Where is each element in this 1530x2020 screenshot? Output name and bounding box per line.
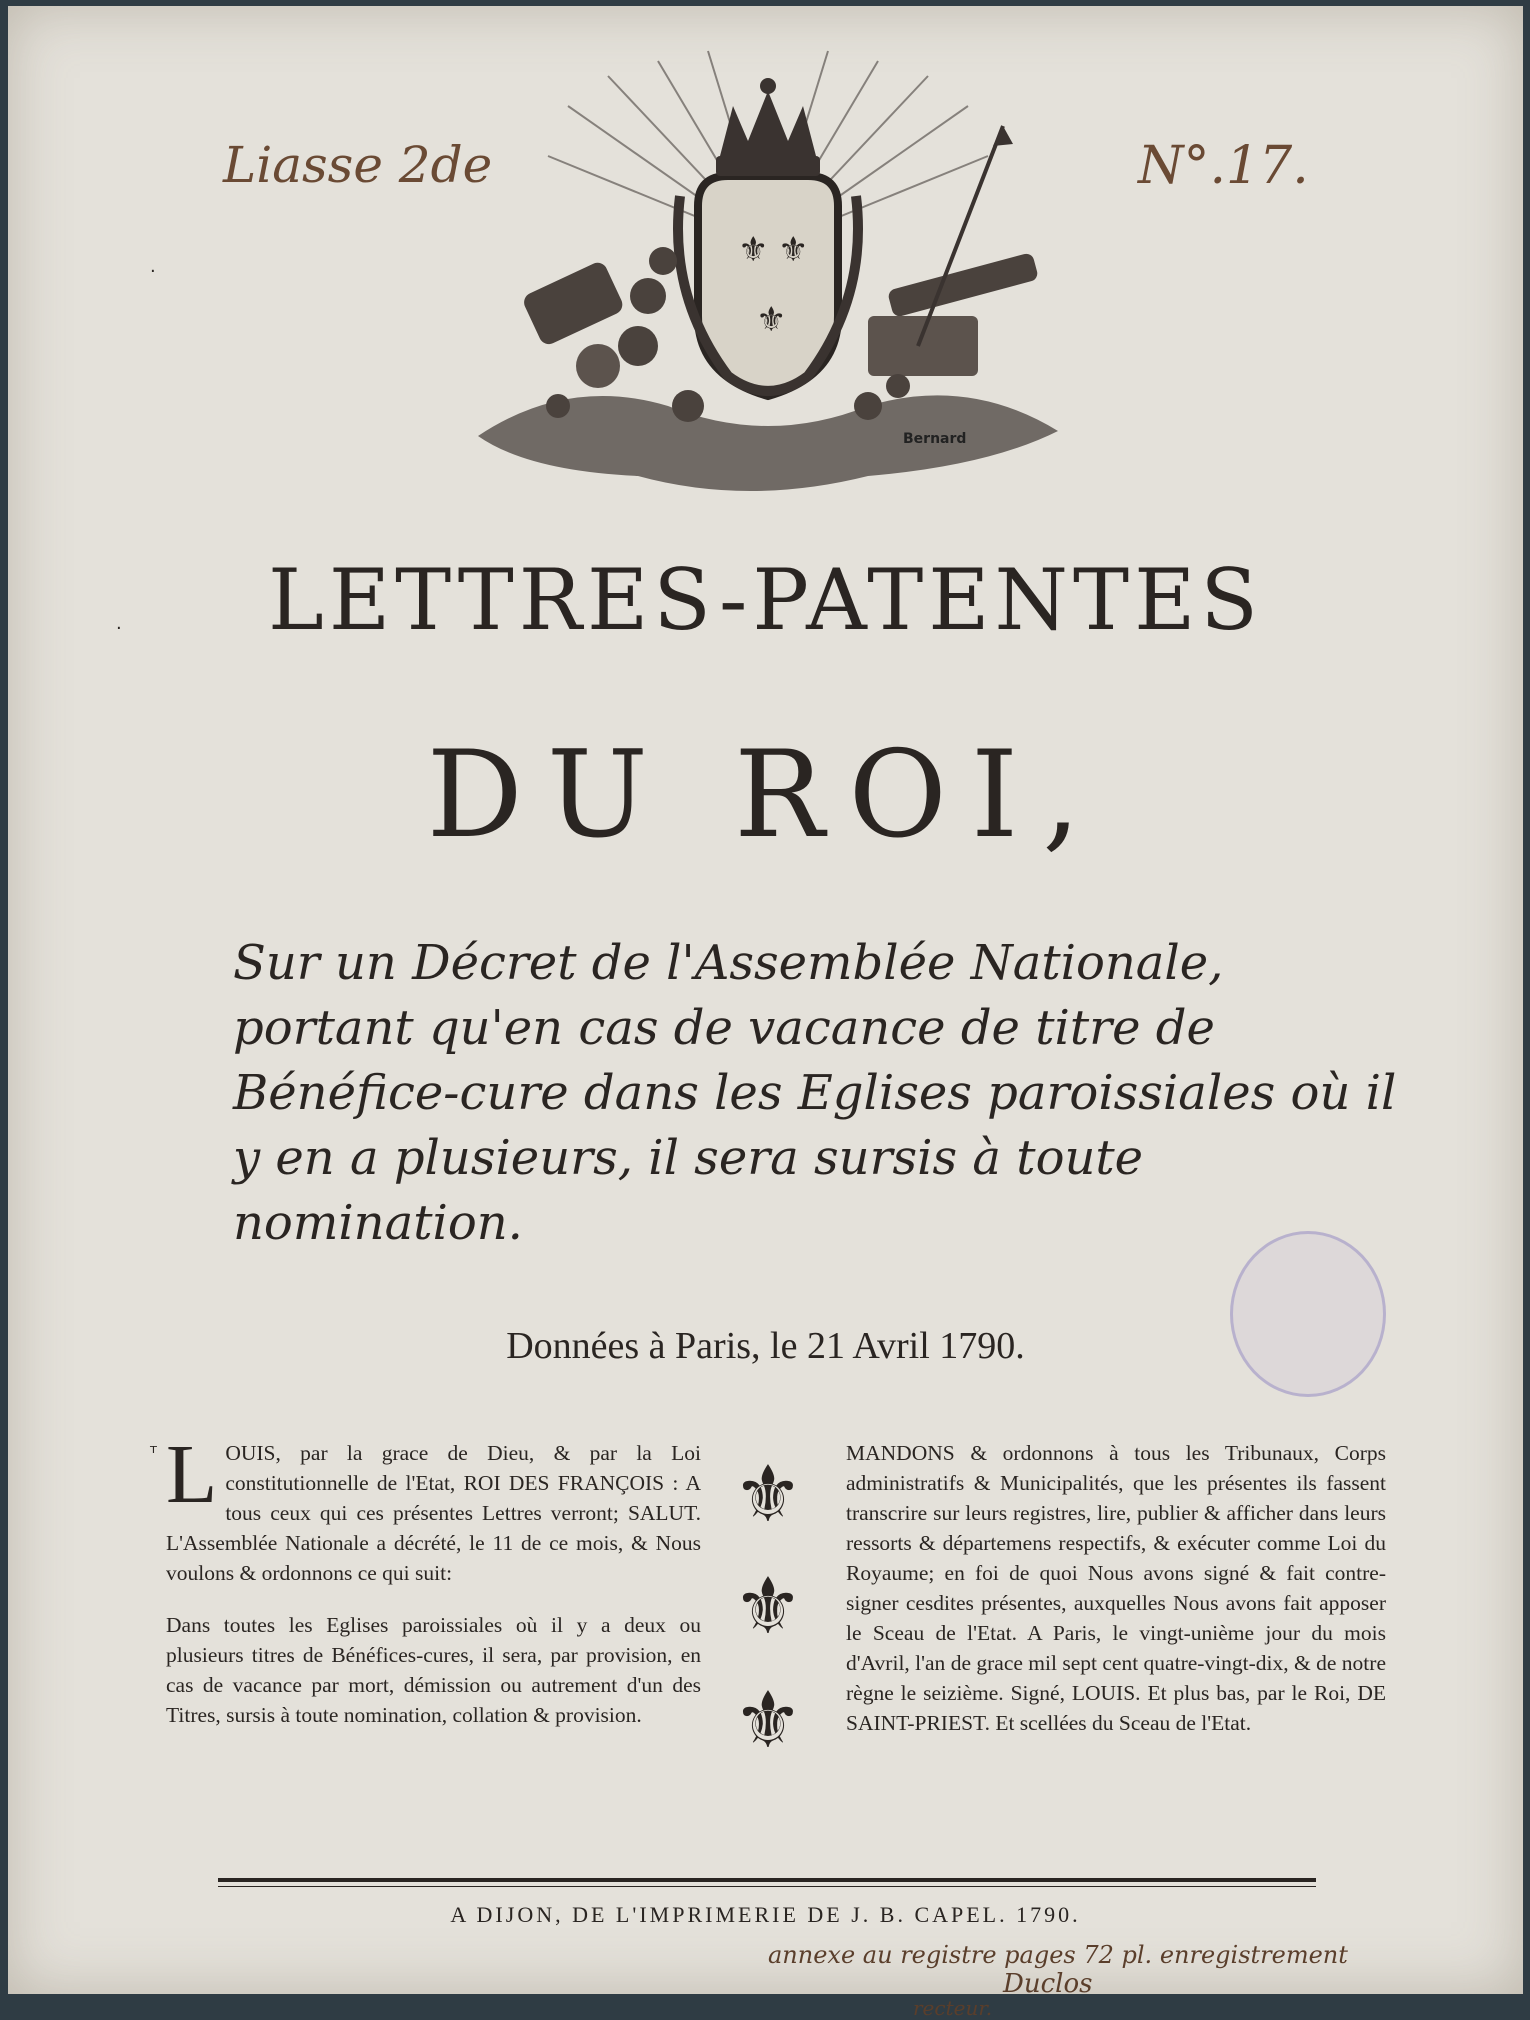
engraver-signature: Bernard [903,431,967,447]
dropcap: L [166,1428,218,1521]
handwritten-annotation-right: N°.17. [1138,136,1309,196]
handwritten-annotation-left: Liasse 2de [223,136,493,194]
date-line: Données à Paris, le 21 Avril 1790. [506,1325,1025,1367]
document-page [8,6,1523,2020]
imprint: A DIJON, DE L'IMPRIMERIE DE J. B. CAPEL. 1790. [450,1902,1081,1927]
title-line-2: DU ROI, [426,726,1105,865]
library-stamp [1230,1231,1386,1397]
svg-text:⚜: ⚜ [733,1450,803,1540]
edge-mark: · [150,261,156,282]
svg-text:⚜: ⚜ [756,300,787,340]
svg-text:⚜: ⚜ [778,230,809,270]
handwritten-signature: Duclos [1003,1969,1093,1999]
divider-rule-thin [218,1886,1316,1887]
left-paragraph-2: Dans toutes les Eglises paroissiales où il y a deux ou plusieurs titres de Bénéfices-cures, il sera, par provision, en cas de vacance par mort, démission ou autrement d'un des Titres, sursis à toute nomination, collation & provision. [166,1613,701,1727]
fleur-de-lis-icon [728,1558,808,1653]
svg-text:⚜: ⚜ [738,230,769,270]
handwritten-title: recteur. [913,1996,993,2020]
title-line-1: LETTRES-PATENTES [268,551,1263,649]
svg-text:⚜: ⚜ [733,1676,803,1766]
left-column [166,1428,701,1730]
right-paragraph: MANDONS & ordonnons à tous les Tribunaux, Corps administratifs & Municipalités, que les présentes ils fassent transcrire sur leurs registres, lire, publier & afficher dans leurs ressorts & départemens respectifs, & exécuter comme Loi du Royaume; en foi de quoi Nous avons signé & fait contre-signer cesdites présentes, auxquelles Nous avons fait apposer le Sceau de l'Etat. A Paris, le vingt-unième jour du mois d'Avril, l'an de grace mil sept cent quatre-vingt-dix, & de notre règne le seizième. Signé, LOUIS. Et plus bas, par le Roi, DE SAINT-PRIEST. Et scellées du Sceau de l'Etat. [846,1441,1386,1735]
fleur-de-lis-icon [728,1446,808,1541]
edge-mark: · [116,618,122,639]
left-paragraph-1: OUIS, par la grace de Dieu, & par la Loi constitutionnelle de l'Etat, ROI DES FRANÇOIS : A tous ceux qui ces présentes Lettres verront; SALUT. L'Assemblée Nationale a décrété, le 11 de ce mois, & Nous voulons & ordonnons ce qui suit: [166,1441,701,1585]
handwritten-registration-note: annexe au registre pages 72 pl. enregistrement [768,1941,1348,1969]
right-column [846,1438,1386,1738]
subtitle: Sur un Décret de l'Assemblée Nationale, portant qu'en cas de vacance de titre de Bénéfice-cure dans les Eglises paroissiales où il y en a plusieurs, il sera sursis à toute nomination. [233,935,1397,1251]
edge-mark: ᵀ [150,1443,157,1464]
divider-rule [218,1878,1316,1882]
svg-text:⚜: ⚜ [733,1562,803,1652]
royal-coat-of-arms-icon [448,46,1088,516]
fleur-de-lis-icon [728,1672,808,1767]
